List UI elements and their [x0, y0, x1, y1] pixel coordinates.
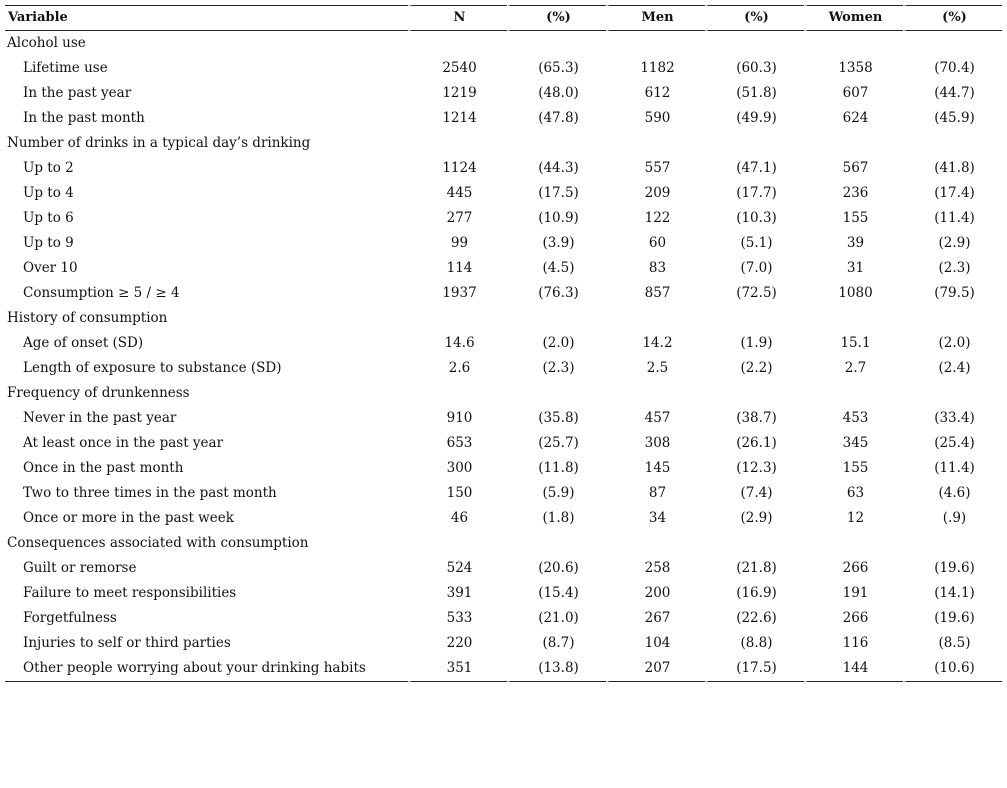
table-row: [5, 406, 1002, 431]
men-percent-cell: (12.3): [736, 460, 777, 476]
n-percent-cell: (65.3): [538, 60, 579, 76]
table-row: [5, 431, 1002, 456]
n-value-cell: 150: [446, 485, 473, 501]
row-label: In the past month: [23, 110, 145, 126]
women-value-cell: 624: [842, 110, 869, 126]
men-percent-cell: (8.8): [740, 635, 773, 651]
n-value-cell: 910: [446, 410, 473, 426]
men-percent-cell: (38.7): [736, 410, 777, 426]
women-value-cell: 266: [842, 560, 869, 576]
women-percent-cell: (10.6): [903, 656, 1002, 682]
women-percent-cell: (2.0): [938, 335, 971, 351]
n-percent-cell: (10.9): [538, 210, 579, 226]
row-label: Up to 6: [23, 210, 74, 226]
men-value-cell: 200: [644, 585, 671, 601]
women-value-cell: 144: [804, 656, 903, 682]
row-label: Once or more in the past week: [23, 510, 234, 526]
men-value-cell: 457: [644, 410, 671, 426]
table-row: [5, 281, 1002, 306]
table-row: [5, 181, 1002, 206]
men-value-cell: 267: [644, 610, 671, 626]
n-percent-cell: (20.6): [538, 560, 579, 576]
section-row: [5, 381, 1002, 406]
men-percent-cell: (60.3): [736, 60, 777, 76]
header-women-percent: (%): [903, 5, 1002, 31]
women-value-cell: 1080: [838, 285, 873, 301]
men-percent-cell: [705, 131, 804, 156]
women-value-cell: 453: [842, 410, 869, 426]
row-label: Other people worrying about your drinking habits: [5, 656, 408, 682]
row-label: Age of onset (SD): [23, 335, 144, 351]
row-label: Failure to meet responsibilities: [23, 585, 237, 601]
women-percent-cell: [903, 131, 1002, 156]
women-percent-cell: (.9): [942, 510, 967, 526]
men-percent-cell: (49.9): [736, 110, 777, 126]
women-percent-cell: (33.4): [934, 410, 975, 426]
section-label: Frequency of drunkenness: [7, 385, 190, 401]
women-value-cell: 607: [842, 85, 869, 101]
men-value-cell: [606, 306, 705, 331]
n-value-cell: 277: [446, 210, 473, 226]
n-percent-cell: [507, 31, 606, 56]
women-percent-cell: (45.9): [934, 110, 975, 126]
section-label: Consequences associated with consumption: [7, 535, 309, 551]
women-value-cell: [804, 131, 903, 156]
women-percent-cell: (19.6): [934, 610, 975, 626]
table-row: [5, 156, 1002, 181]
men-percent-cell: [705, 531, 804, 556]
n-value-cell: [408, 31, 507, 56]
women-value-cell: 191: [842, 585, 869, 601]
row-label: At least once in the past year: [23, 435, 224, 451]
men-value-cell: 145: [644, 460, 671, 476]
men-percent-cell: (51.8): [736, 85, 777, 101]
men-percent-cell: [705, 381, 804, 406]
women-value-cell: 15.1: [840, 335, 871, 351]
n-percent-cell: (76.3): [538, 285, 579, 301]
men-percent-cell: (17.7): [736, 185, 777, 201]
table-row: [5, 231, 1002, 256]
section-row: [5, 31, 1002, 56]
women-percent-cell: (14.1): [934, 585, 975, 601]
n-percent-cell: (2.3): [542, 360, 575, 376]
table-row: [5, 206, 1002, 231]
n-percent-cell: (3.9): [542, 235, 575, 251]
men-percent-cell: (10.3): [736, 210, 777, 226]
n-percent-cell: (21.0): [538, 610, 579, 626]
table-row: [5, 506, 1002, 531]
men-percent-cell: [705, 31, 804, 56]
men-percent-cell: (16.9): [736, 585, 777, 601]
table-header: [5, 5, 1002, 31]
men-value-cell: [606, 31, 705, 56]
women-percent-cell: (2.9): [938, 235, 971, 251]
men-value-cell: [606, 131, 705, 156]
row-label: Up to 2: [23, 160, 74, 176]
men-value-cell: 104: [644, 635, 671, 651]
header-men: Men: [606, 5, 705, 31]
men-value-cell: 557: [644, 160, 671, 176]
header-men-percent: (%): [705, 5, 804, 31]
women-percent-cell: (2.3): [938, 260, 971, 276]
table-row: [5, 631, 1002, 656]
row-label: Two to three times in the past month: [23, 485, 277, 501]
men-percent-cell: (1.9): [740, 335, 773, 351]
women-percent-cell: (11.4): [934, 460, 975, 476]
women-value-cell: 155: [842, 210, 869, 226]
n-percent-cell: (25.7): [538, 435, 579, 451]
table-row: [5, 81, 1002, 106]
row-label: Once in the past month: [23, 460, 184, 476]
women-percent-cell: (41.8): [934, 160, 975, 176]
n-value-cell: 524: [446, 560, 473, 576]
women-value-cell: 116: [842, 635, 869, 651]
women-percent-cell: [903, 381, 1002, 406]
men-value-cell: 83: [648, 260, 667, 276]
n-value-cell: [408, 381, 507, 406]
row-label: Over 10: [23, 260, 78, 276]
n-percent-cell: (5.9): [542, 485, 575, 501]
n-value-cell: 445: [446, 185, 473, 201]
women-percent-cell: [903, 306, 1002, 331]
n-value-cell: 1937: [442, 285, 477, 301]
alcohol-use-table: [5, 5, 1002, 682]
men-value-cell: [606, 381, 705, 406]
table-row: [5, 106, 1002, 131]
women-value-cell: 31: [846, 260, 865, 276]
women-percent-cell: (4.6): [938, 485, 971, 501]
table-row: [5, 481, 1002, 506]
men-value-cell: 857: [644, 285, 671, 301]
n-value-cell: 99: [450, 235, 469, 251]
n-value-cell: 300: [446, 460, 473, 476]
women-value-cell: 1358: [838, 60, 873, 76]
table-row: [5, 556, 1002, 581]
section-row: [5, 531, 1002, 556]
table-row: [5, 56, 1002, 81]
n-percent-cell: [507, 306, 606, 331]
n-percent-cell: [507, 131, 606, 156]
n-percent-cell: (15.4): [538, 585, 579, 601]
row-label: Injuries to self or third parties: [23, 635, 231, 651]
row-label: Never in the past year: [23, 410, 177, 426]
row-label: Forgetfulness: [23, 610, 117, 626]
n-value-cell: 2540: [442, 60, 477, 76]
women-percent-cell: [903, 31, 1002, 56]
men-percent-cell: (22.6): [736, 610, 777, 626]
n-percent-cell: (2.0): [542, 335, 575, 351]
men-value-cell: 612: [644, 85, 671, 101]
men-value-cell: 60: [648, 235, 667, 251]
men-percent-cell: (21.8): [736, 560, 777, 576]
men-percent-cell: (2.9): [740, 510, 773, 526]
row-label: Up to 9: [23, 235, 74, 251]
women-value-cell: [804, 381, 903, 406]
n-value-cell: 114: [446, 260, 473, 276]
n-value-cell: 2.6: [448, 360, 471, 376]
n-value-cell: 391: [446, 585, 473, 601]
men-percent-cell: (7.4): [740, 485, 773, 501]
n-value-cell: [408, 531, 507, 556]
men-value-cell: 87: [648, 485, 667, 501]
n-value-cell: 533: [446, 610, 473, 626]
n-percent-cell: [507, 381, 606, 406]
men-percent-cell: (5.1): [740, 235, 773, 251]
women-value-cell: 236: [842, 185, 869, 201]
n-percent-cell: (13.8): [507, 656, 606, 682]
section-label: Alcohol use: [7, 35, 86, 51]
men-value-cell: [606, 531, 705, 556]
n-percent-cell: (8.7): [542, 635, 575, 651]
women-percent-cell: (2.4): [938, 360, 971, 376]
n-value-cell: 653: [446, 435, 473, 451]
men-percent-cell: [705, 306, 804, 331]
n-percent-cell: (48.0): [538, 85, 579, 101]
women-value-cell: 567: [842, 160, 869, 176]
row-label: Length of exposure to substance (SD): [23, 360, 282, 376]
men-value-cell: 122: [644, 210, 671, 226]
n-value-cell: 1214: [442, 110, 477, 126]
women-percent-cell: [903, 531, 1002, 556]
n-value-cell: 220: [446, 635, 473, 651]
table-row: [5, 606, 1002, 631]
section-row: [5, 131, 1002, 156]
section-label: Number of drinks in a typical day’s drinking: [7, 135, 311, 151]
women-value-cell: 12: [846, 510, 865, 526]
n-value-cell: 14.6: [444, 335, 475, 351]
header-row: [5, 5, 1002, 31]
table-row: [5, 581, 1002, 606]
row-label: Guilt or remorse: [23, 560, 137, 576]
row-label: In the past year: [23, 85, 132, 101]
men-value-cell: 209: [644, 185, 671, 201]
men-percent-cell: (72.5): [736, 285, 777, 301]
table-row: [5, 256, 1002, 281]
men-percent-cell: (47.1): [736, 160, 777, 176]
n-percent-cell: (17.5): [538, 185, 579, 201]
women-value-cell: 155: [842, 460, 869, 476]
table-row: [5, 456, 1002, 481]
men-value-cell: 258: [644, 560, 671, 576]
women-value-cell: 345: [842, 435, 869, 451]
women-value-cell: 63: [846, 485, 865, 501]
n-percent-cell: (4.5): [542, 260, 575, 276]
n-value-cell: [408, 131, 507, 156]
n-percent-cell: (35.8): [538, 410, 579, 426]
men-percent-cell: (17.5): [705, 656, 804, 682]
n-value-cell: 1124: [442, 160, 477, 176]
women-value-cell: [804, 31, 903, 56]
table-row: [5, 331, 1002, 356]
women-percent-cell: (25.4): [934, 435, 975, 451]
header-n-percent: (%): [507, 5, 606, 31]
men-value-cell: 2.5: [646, 360, 669, 376]
section-label: History of consumption: [7, 310, 168, 326]
n-percent-cell: (1.8): [542, 510, 575, 526]
n-value-cell: 351: [408, 656, 507, 682]
men-value-cell: 34: [648, 510, 667, 526]
row-label: Lifetime use: [23, 60, 108, 76]
women-value-cell: [804, 531, 903, 556]
header-n: N: [408, 5, 507, 31]
n-value-cell: 1219: [442, 85, 477, 101]
men-value-cell: 590: [644, 110, 671, 126]
women-percent-cell: (44.7): [934, 85, 975, 101]
men-value-cell: 1182: [640, 60, 675, 76]
women-percent-cell: (19.6): [934, 560, 975, 576]
header-variable: Variable: [5, 5, 408, 31]
women-value-cell: 39: [846, 235, 865, 251]
table-body: [5, 31, 1002, 682]
men-percent-cell: (26.1): [736, 435, 777, 451]
row-label: Up to 4: [23, 185, 74, 201]
n-percent-cell: (47.8): [538, 110, 579, 126]
women-value-cell: 266: [842, 610, 869, 626]
men-percent-cell: (2.2): [740, 360, 773, 376]
women-percent-cell: (8.5): [938, 635, 971, 651]
table-row: [5, 656, 1002, 682]
men-value-cell: 207: [606, 656, 705, 682]
n-percent-cell: (11.8): [538, 460, 579, 476]
women-percent-cell: (11.4): [934, 210, 975, 226]
table-row: [5, 356, 1002, 381]
men-percent-cell: (7.0): [740, 260, 773, 276]
n-percent-cell: [507, 531, 606, 556]
n-value-cell: [408, 306, 507, 331]
n-percent-cell: (44.3): [538, 160, 579, 176]
row-label: Consumption ≥ 5 / ≥ 4: [23, 285, 180, 301]
men-value-cell: 14.2: [642, 335, 673, 351]
women-percent-cell: (70.4): [934, 60, 975, 76]
men-value-cell: 308: [644, 435, 671, 451]
section-row: [5, 306, 1002, 331]
n-value-cell: 46: [450, 510, 469, 526]
women-percent-cell: (17.4): [934, 185, 975, 201]
women-value-cell: [804, 306, 903, 331]
women-value-cell: 2.7: [844, 360, 867, 376]
header-women: Women: [804, 5, 903, 31]
women-percent-cell: (79.5): [934, 285, 975, 301]
